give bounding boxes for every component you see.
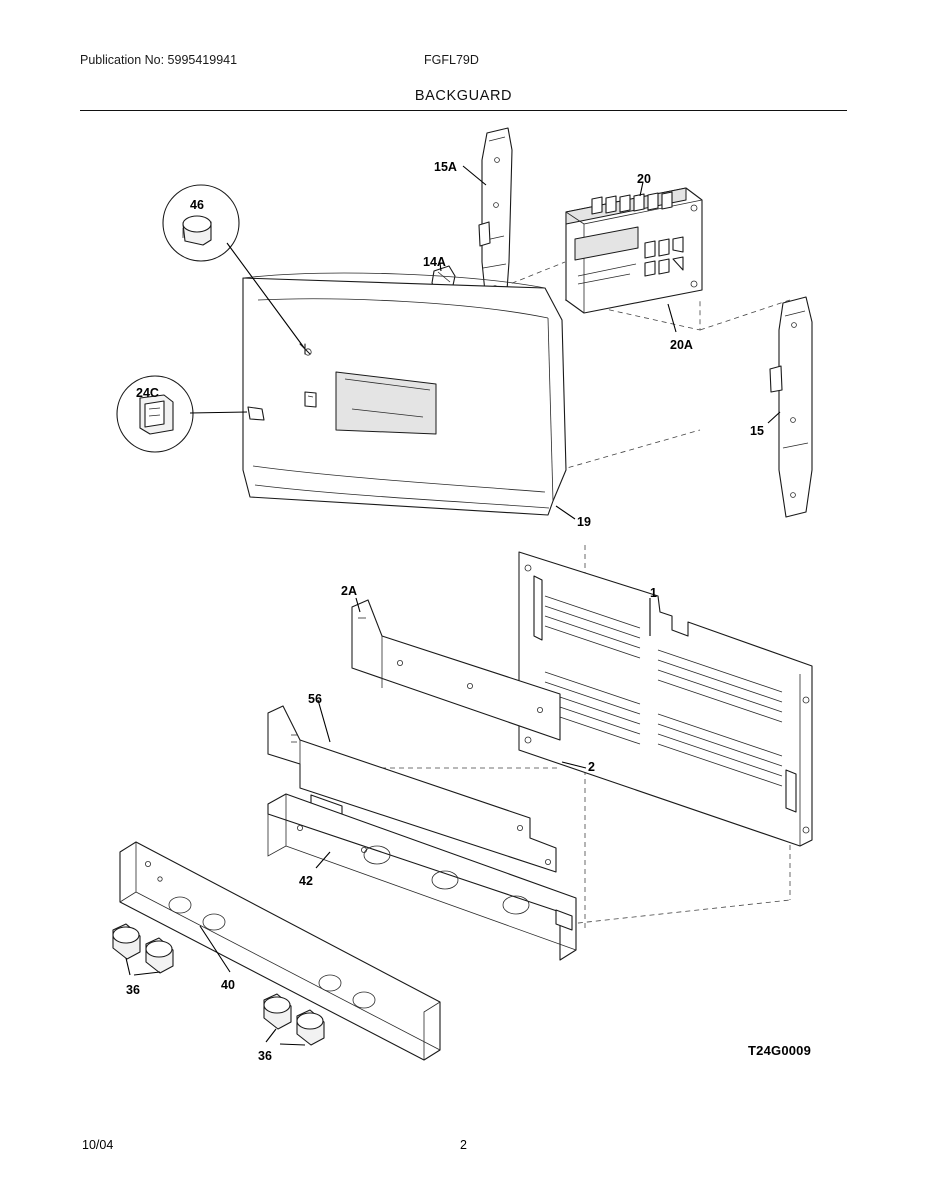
- model-number: FGFL79D: [424, 53, 479, 67]
- callout-24C: 24C: [136, 386, 159, 400]
- leader-15: [768, 412, 780, 423]
- part-36-control-knob-a: [113, 924, 140, 959]
- callout-42: 42: [299, 874, 313, 888]
- part-20-control-board: [566, 188, 702, 313]
- leader-36a: [126, 958, 130, 975]
- publication-number: Publication No: 5995419941: [80, 53, 238, 67]
- leader-24C: [190, 412, 247, 413]
- drawing-code: T24G0009: [748, 1043, 812, 1058]
- detail-bubble-46: [163, 185, 239, 261]
- callout-20A: 20A: [670, 338, 693, 352]
- leader-36a2: [134, 972, 160, 975]
- page-title: BACKGUARD: [414, 88, 513, 104]
- part-36-control-knob-b: [146, 938, 173, 973]
- callout-15A: 15A: [434, 160, 457, 174]
- leader-20A: [668, 304, 676, 332]
- leader-36b2: [280, 1044, 305, 1045]
- callout-19: 19: [577, 515, 591, 529]
- callout-20: 20: [637, 172, 651, 186]
- part-15-right-side-bracket: [770, 297, 812, 517]
- leader-56: [318, 700, 330, 742]
- callout-14A: 14A: [423, 255, 446, 269]
- leader-42: [316, 852, 330, 868]
- leader-36b: [266, 1029, 276, 1042]
- leader-19: [556, 506, 575, 519]
- callout-56: 56: [308, 692, 322, 706]
- footer-page-number: 2: [460, 1138, 467, 1152]
- part-36-control-knob-d: [297, 1010, 324, 1045]
- callout-2: 2: [588, 760, 595, 774]
- footer-date: 10/04: [82, 1138, 114, 1152]
- callout-46: 46: [190, 198, 204, 212]
- callout-36-lower: 36: [258, 1049, 272, 1063]
- callout-2A: 2A: [341, 584, 357, 598]
- part-1-rear-panel: [519, 552, 812, 846]
- part-19-backguard-panel: [243, 273, 566, 515]
- callout-1: 1: [650, 586, 657, 600]
- callout-40: 40: [221, 978, 235, 992]
- callout-15: 15: [750, 424, 764, 438]
- callout-36-left: 36: [126, 983, 140, 997]
- part-36-control-knob-c: [264, 994, 291, 1029]
